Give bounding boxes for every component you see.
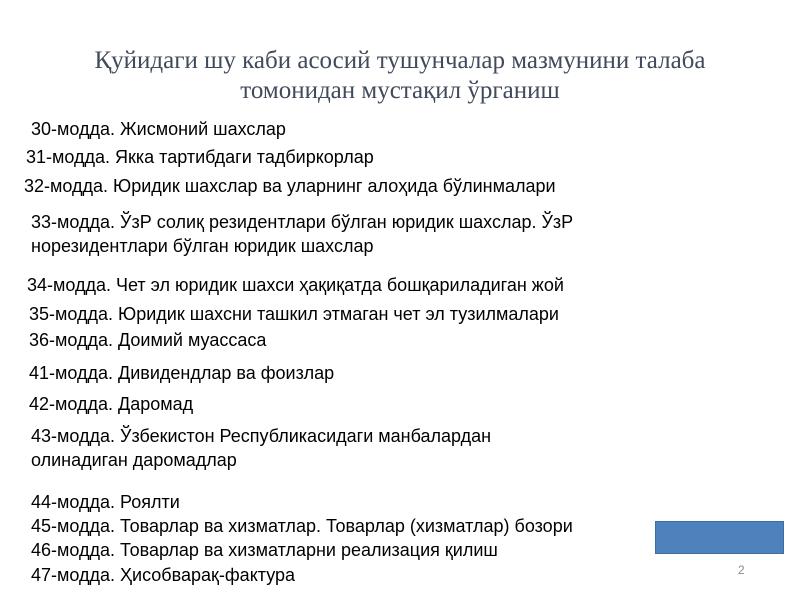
article-item: 41-модда. Дивидендлар ва фоизлар	[29, 363, 335, 383]
article-item: 33-модда. ЎзР солиқ резидентлари бўлган юридик шахслар. ЎзР	[31, 212, 574, 232]
article-item: 46-модда. Товарлар ва хизматларни реализация қилиш	[31, 540, 498, 560]
article-item: 35-модда. Юридик шахсни ташкил этмаган чет эл тузилмалари	[29, 304, 559, 324]
blue-rectangle-shape	[655, 521, 784, 554]
slide-title	[40, 46, 760, 106]
article-item: 32-модда. Юридик шахслар ва уларнинг алоҳида бўлинмалари	[24, 176, 556, 196]
article-item: 43-модда. Ўзбекистон Республикасидаги манбалардан	[31, 426, 492, 446]
slide-title-line-2: томонидан мустақил ўрганиш	[240, 77, 560, 104]
article-item: 44-модда. Роялти	[31, 492, 180, 512]
article-item: 30-модда. Жисмоний шахслар	[31, 119, 286, 139]
article-item: 31-модда. Якка тартибдаги тадбиркорлар	[26, 147, 374, 167]
article-item: 34-модда. Чет эл юридик шахси ҳақиқатда бошқариладиган жой	[27, 275, 564, 295]
article-item: 45-модда. Товарлар ва хизматлар. Товарлар (хизматлар) бозори	[31, 516, 573, 536]
article-item: 36-модда. Доимий муассаса	[29, 330, 267, 350]
slide-title-line-1: Қуйидаги шу каби асосий тушунчалар мазмунини талаба	[94, 47, 706, 74]
page-number: 2	[738, 563, 745, 577]
article-item-continuation: олинадиган даромадлар	[31, 450, 237, 470]
article-item: 47-модда. Ҳисобварақ-фактура	[31, 565, 296, 585]
article-item: 42-модда. Даромад	[29, 394, 194, 414]
article-item-continuation: норезидентлари бўлган юридик шахслар	[31, 236, 374, 256]
